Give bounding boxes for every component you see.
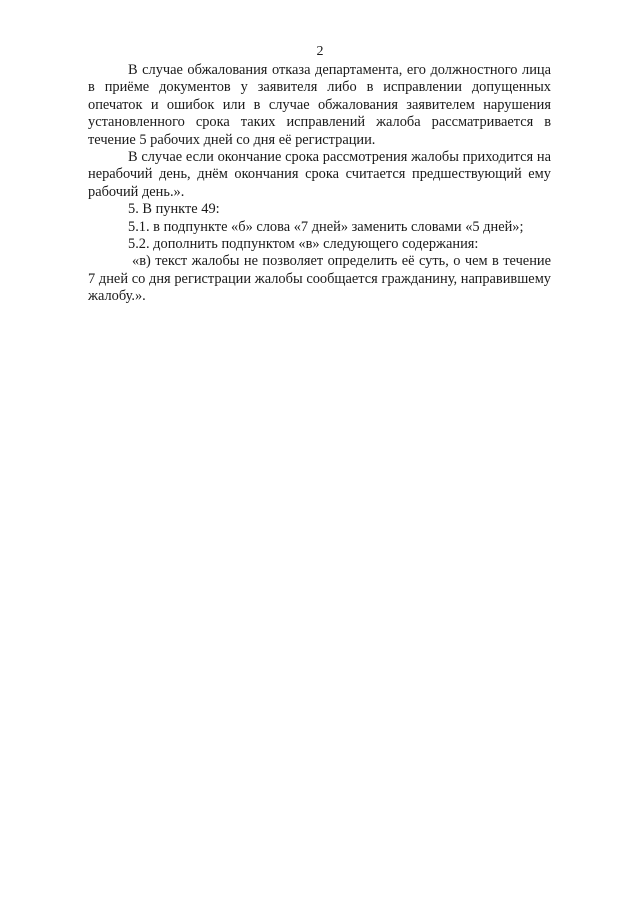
paragraph-item-5-2: 5.2. дополнить подпунктом «в» следующего содержания: — [128, 236, 479, 253]
paragraph-subitem-v: «в) текст жалобы не позволяет определить её суть, о чем в течение 7 дней со дня регистрации жалобы сообщается гражданину, направившему жалобу.». — [88, 253, 551, 305]
paragraph-complaint-refusal: В случае обжалования отказа департамента, его должностного лица в приёме документов у заявителя либо в исправлении допущенных опечаток и ошибок или в случае обжалования заявителем нарушения установленного срока таких исправлений жалоба рассматривается в течение 5 рабочих дней со дня её регистрации. — [88, 62, 551, 148]
paragraph-nonworking-day: В случае если окончание срока рассмотрения жалобы приходится на нерабочий день, днём окончания срока считается предшествующий ему рабочий день.». — [88, 149, 551, 200]
paragraph-item-5: 5. В пункте 49: — [128, 201, 220, 218]
document-body — [88, 62, 551, 306]
paragraph-item-5-1: 5.1. в подпункте «б» слова «7 дней» заменить словами «5 дней»; — [128, 218, 524, 235]
page-number: 2 — [316, 44, 324, 59]
